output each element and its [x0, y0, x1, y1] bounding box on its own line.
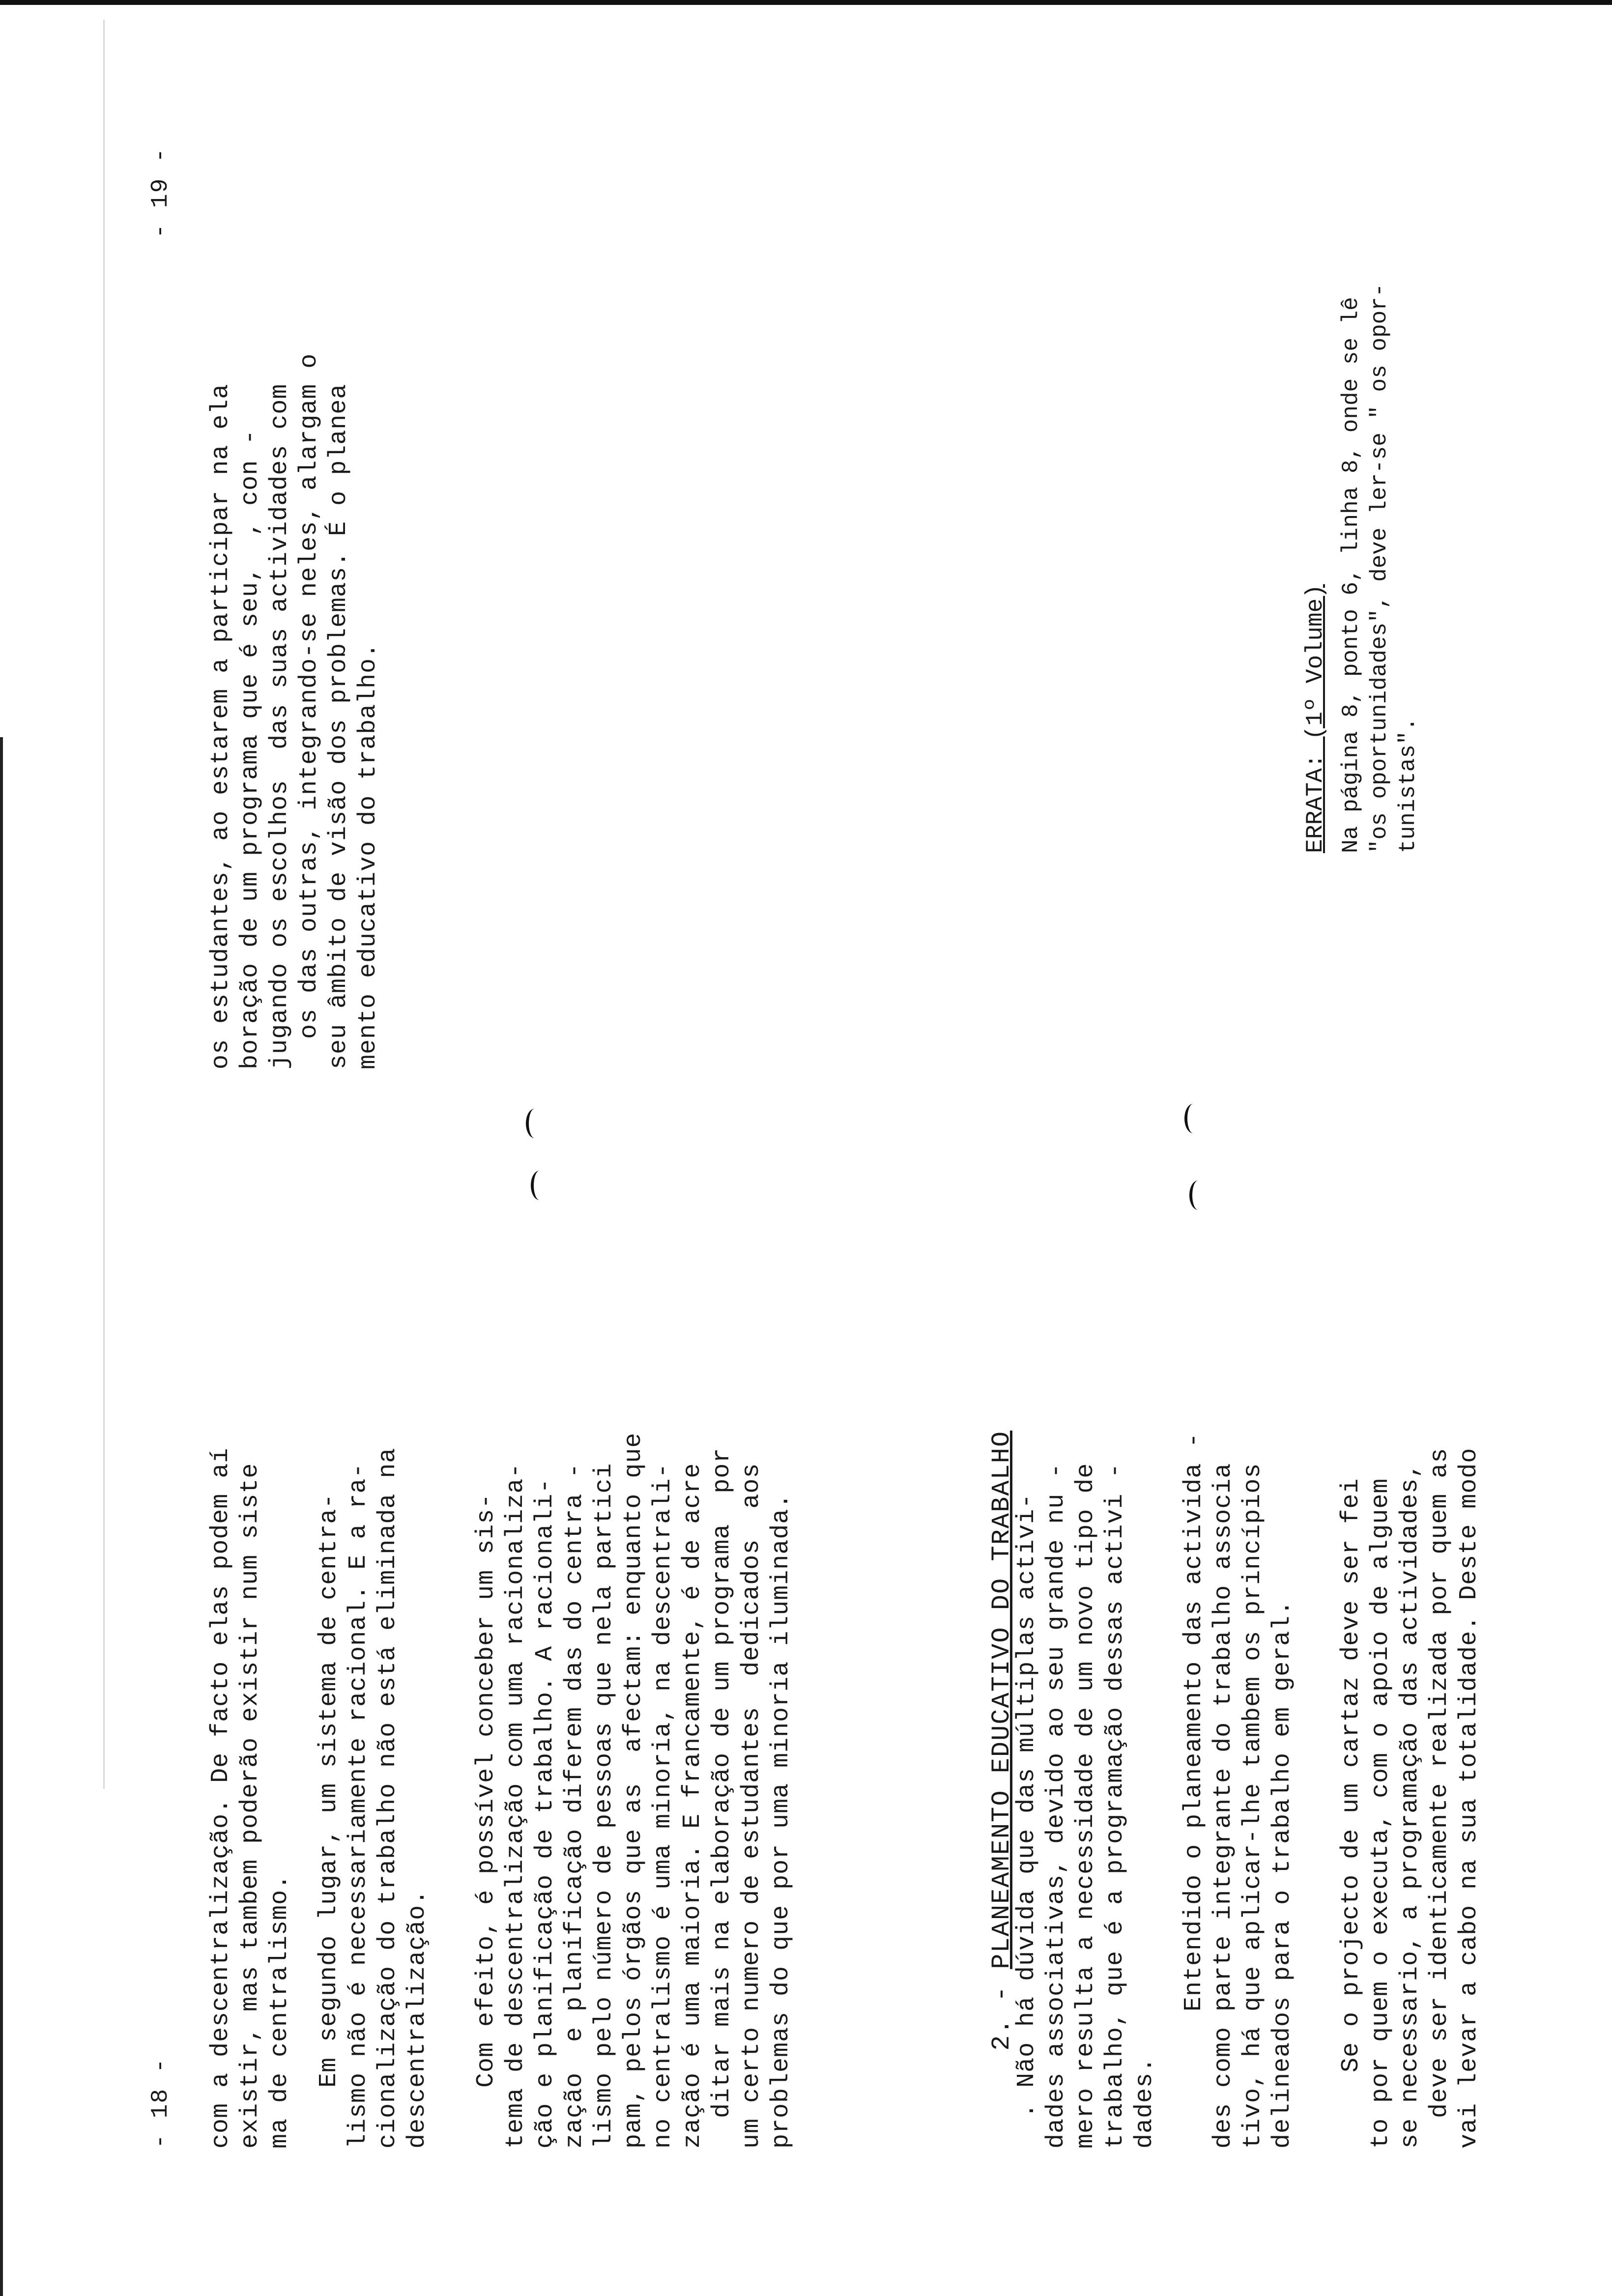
- paragraph: Em segundo lugar, um sistema de centra- lismo não é necessariamente racional. E a ra- cionalização do trabalho não está eliminada na descentralização.: [315, 1447, 432, 2149]
- binding-hole-mark: [526, 1109, 544, 1138]
- errata-text: Na página 8, ponto 6, linha 8, onde se lê "os oportunidades", deve ler-se " os opor- tunistas".: [1338, 283, 1421, 853]
- errata-title: ERRATA: (1º Volume): [1302, 584, 1329, 853]
- page-number: - 19 -: [147, 147, 174, 238]
- section-title: PLANEAMENTO EDUCATIVO DO TRABALHO: [987, 1430, 1016, 1969]
- paragraph: Com efeito, é possível conceber um sis- tema de descentralização com uma racionaliza- ção e planificação de trabalho. A racionali- zação e planificação diferem das do centra - lismo pelo número de pessoas que nela partici pam, pelos órgãos que as afectam: enquanto que no centralismo é uma minoria, na descentrali- zação é uma maioria. E francamente, é de acre ditar mais na elaboração de um programa por um certo numero de estudantes dedicados aos problemas do que por uma minoria iluminada.: [472, 1432, 795, 2149]
- paragraph: Entendido o planeamento das activida - des como parte integrante do trabalho associa tivo, há que aplicar-lhe tambem os princípios delineados para o trabalho em geral.: [1180, 1432, 1296, 2149]
- paragraph: com a descentralização. De facto elas podem aí existir, mas tambem poderão existir num siste ma de centralismo.: [207, 1447, 294, 2149]
- page-number: - 18 -: [147, 2058, 174, 2149]
- paragraph: . Não há dúvida que das múltiplas activi- dades associativas, devido ao seu grande nu - mero resulta a necessidade de um novo tipo de trabalho, que é a programação dessas activi - dades.: [1013, 1463, 1159, 2149]
- binding-hole-mark: [531, 1171, 548, 1200]
- paragraph: os estudantes, ao estarem a participar na ela boração de um programa que é seu, , con - jugando os escolhos das suas actividades com os das outras, integrando-se neles, alargam o seu âmbito de visão dos problemas. É o planea mento educativo do trabalho.: [207, 353, 382, 1069]
- paragraph: Se o projecto de um cartaz deve ser fei to por quem o executa, com o apoio de alguem se necessario, a programação das actividades, deve ser identicamente realizada por quem as vai levar a cabo na sua totalidade. Deste modo: [1337, 1447, 1483, 2149]
- binding-hole-mark: [1189, 1180, 1207, 1210]
- binding-hole-mark: [1184, 1104, 1202, 1133]
- left-page: [0, 1148, 1612, 2296]
- section-number: 2. -: [987, 1969, 1016, 2051]
